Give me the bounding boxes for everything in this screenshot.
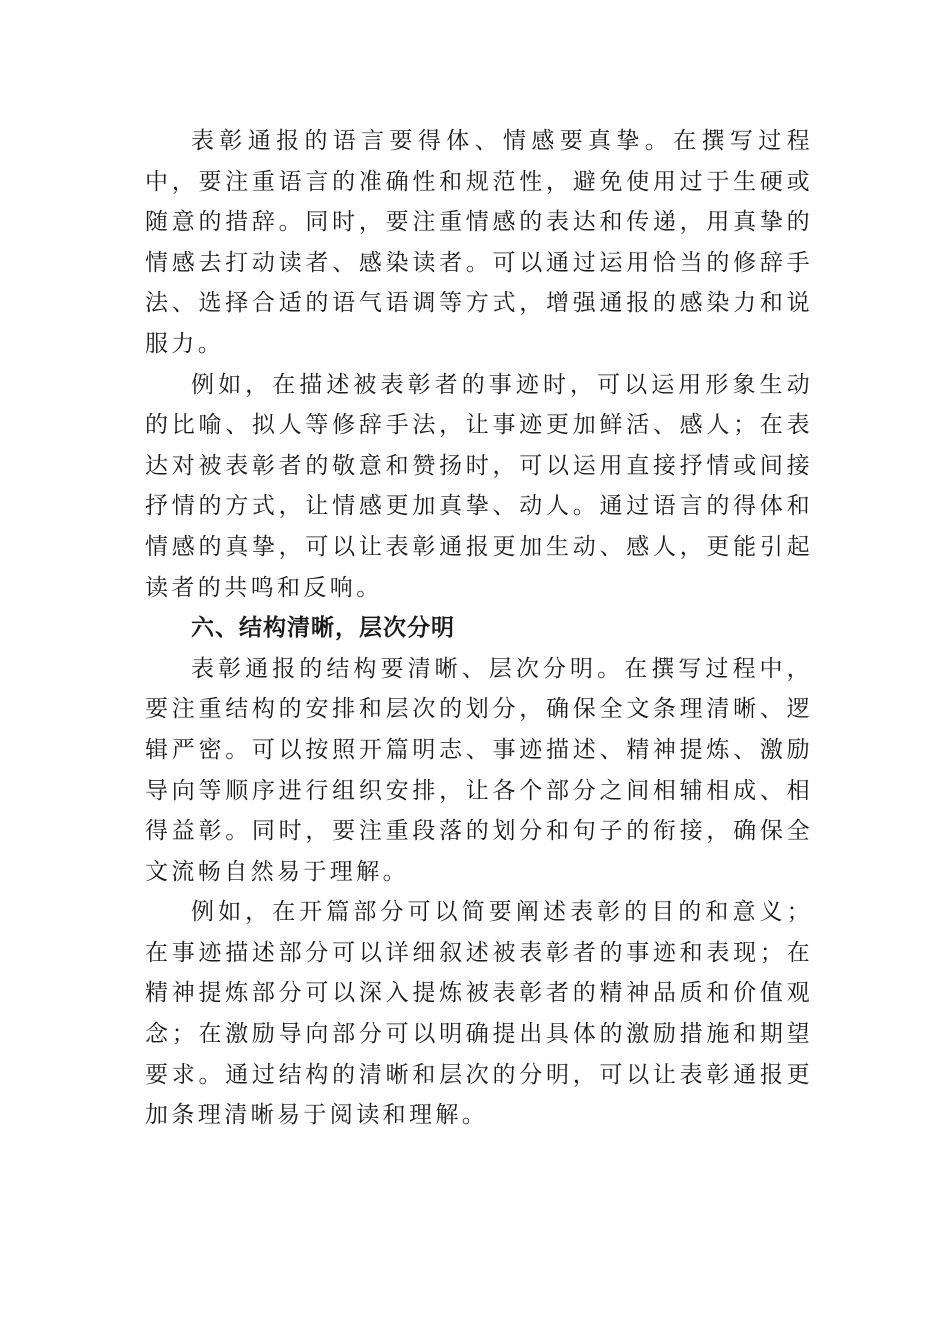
- paragraph-structure-example: 例如，在开篇部分可以简要阐述表彰的目的和意义；在事迹描述部分可以详细叙述被表彰者的事迹和表现；在精神提炼部分可以深入提炼被表彰者的精神品质和价值观念；在激励导向部分可以明确提出具体的激励措施和期望要求。通过结构的清晰和层次的分明，可以让表彰通报更加条理清晰易于阅读和理解。: [145, 899, 813, 1129]
- paragraph-language-example: 例如，在描述被表彰者的事迹时，可以运用形象生动的比喻、拟人等修辞手法，让事迹更加鲜活、感人；在表达对被表彰者的敬意和赞扬时，可以运用直接抒情或间接抒情的方式，让情感更加真挚、动人。通过语言的得体和情感的真挚，可以让表彰通报更加生动、感人，更能引起读者的共鸣和反响。: [145, 371, 813, 601]
- document-body: [145, 121, 813, 1136]
- section-heading: 六、结构清晰，层次分明: [191, 615, 455, 642]
- paragraph-structure: 表彰通报的结构要清晰、层次分明。在撰写过程中，要注重结构的安排和层次的划分，确保全文条理清晰、逻辑严密。可以按照开篇明志、事迹描述、精神提炼、激励导向等顺序进行组织安排，让各个部分之间相辅相成、相得益彰。同时，要注重段落的划分和句子的衔接，确保全文流畅自然易于理解。: [145, 655, 813, 885]
- paragraph-language-emotion: 表彰通报的语言要得体、情感要真挚。在撰写过程中，要注重语言的准确性和规范性，避免使用过于生硬或随意的措辞。同时，要注重情感的表达和传递，用真挚的情感去打动读者、感染读者。可以通过运用恰当的修辞手法、选择合适的语气语调等方式，增强通报的感染力和说服力。: [145, 128, 813, 357]
